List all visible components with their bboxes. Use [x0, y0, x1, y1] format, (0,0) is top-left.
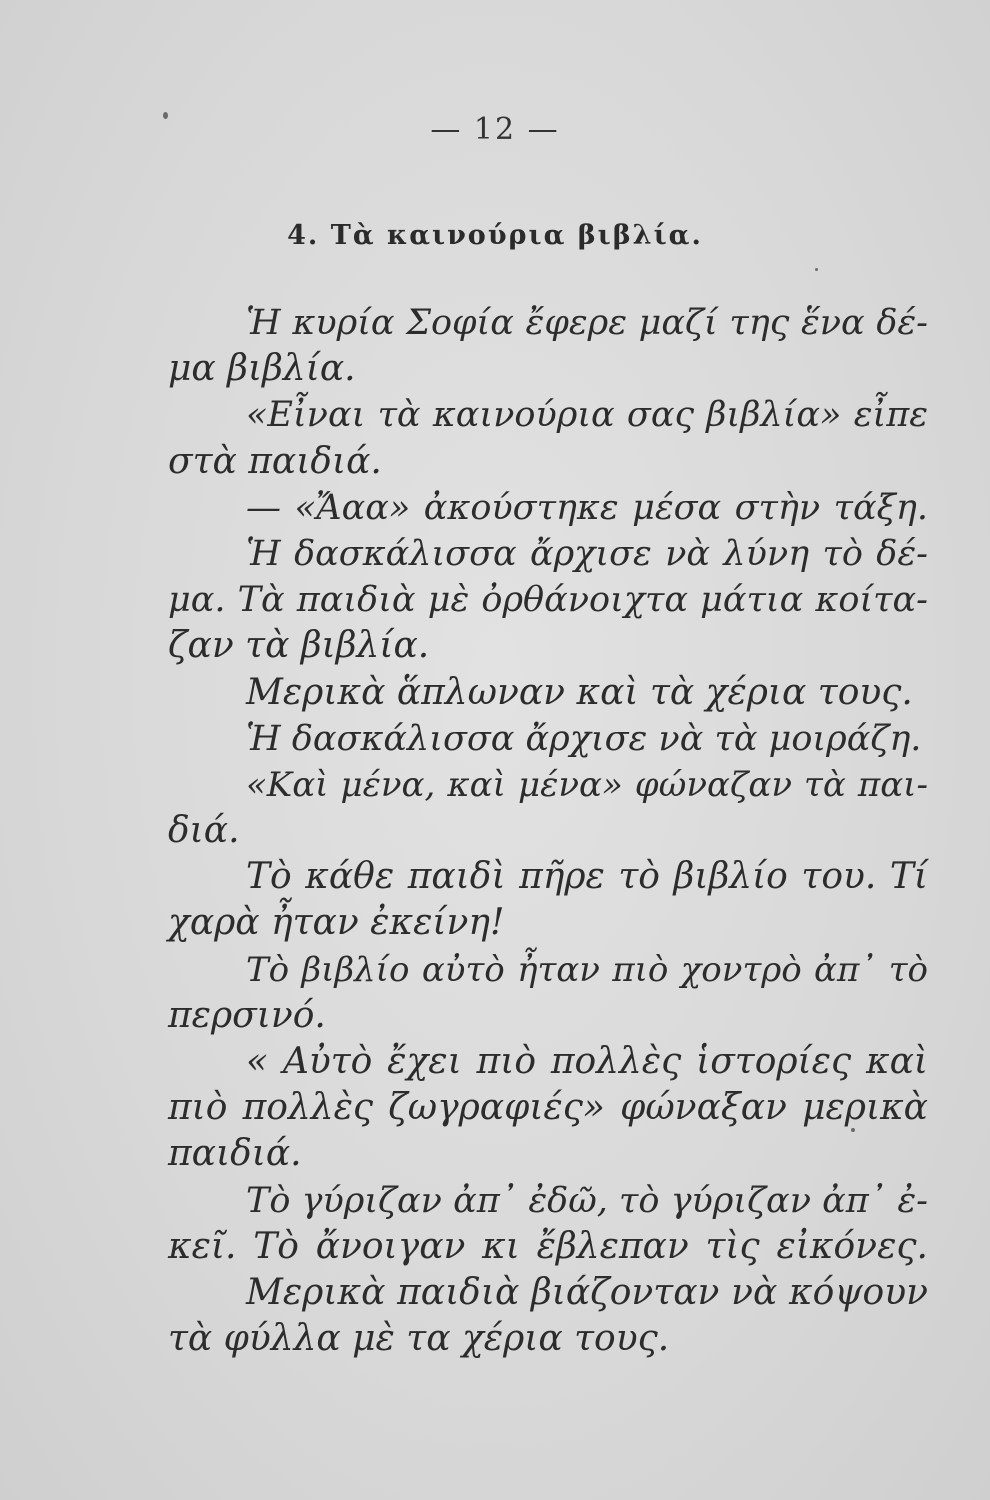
- page-number: — 12 —: [430, 112, 560, 147]
- text-line: Ἡ δασκάλισσα ἄρχισε νὰ τὰ μοιράζη.: [246, 718, 922, 759]
- text-line: διά.: [168, 810, 240, 852]
- text-line: περσινό.: [168, 994, 326, 1036]
- text-line: Μερικὰ ἅπλωναν καὶ τὰ χέρια τους.: [246, 671, 913, 713]
- text-line: τὰ φύλλα μὲ τα χέρια τους.: [168, 1318, 670, 1360]
- text-line: « Αὐτὸ ἔχει πιὸ πολλὲς ἱστορίες καὶ: [246, 1041, 928, 1082]
- paper-speck: [851, 1128, 855, 1132]
- text-line: πιὸ πολλὲς ζωγραφιές» φώναξαν μερικὰ: [168, 1087, 928, 1129]
- text-line: ζαν τὰ βιβλία.: [168, 625, 430, 667]
- text-line: μα. Τὰ παιδιὰ μὲ ὀρθάνοιχτα μάτια κοίτα-: [168, 580, 928, 621]
- text-line: κεῖ. Τὸ ἄνοιγαν κι ἔβλεπαν τὶς εἰκόνες.: [168, 1225, 928, 1267]
- text-line: χαρὰ ἦταν ἐκείνη!: [168, 902, 505, 944]
- text-line: — «Ἄαα» ἀκούστηκε μέσα στὴν τάξη.: [246, 487, 928, 528]
- text-line: παιδιά.: [168, 1133, 302, 1175]
- body-text: [168, 300, 928, 1362]
- text-line: στὰ παιδιά.: [168, 440, 382, 482]
- text-line: «Εἶναι τὰ καινούρια σας βιβλία» εἶπε: [246, 395, 928, 436]
- paper-speck: [815, 268, 818, 271]
- text-line: Ἡ κυρία Σοφία ἔφερε μαζί της ἕνα δέ-: [246, 303, 928, 343]
- text-line: «Καὶ μένα, καὶ μένα» φώναζαν τὰ παι-: [246, 764, 928, 805]
- paper-speck: [163, 112, 168, 119]
- text-line: Τὸ κάθε παιδὶ πῆρε τὸ βιβλίο του. Τί: [246, 856, 928, 898]
- chapter-title: 4. Τὰ καινούρια βιβλία.: [287, 220, 703, 251]
- text-line: Μερικὰ παιδιὰ βιάζονταν νὰ κόψουν: [246, 1271, 928, 1313]
- text-line: Τὸ βιβλίο αὐτὸ ἦταν πιὸ χοντρὸ ἀπ᾽ τὸ: [246, 949, 928, 990]
- text-line: μα βιβλία.: [168, 348, 356, 390]
- text-line: Ἡ δασκάλισσα ἄρχισε νὰ λύνη τὸ δέ-: [246, 533, 928, 574]
- text-line: Τὸ γύριζαν ἀπ᾽ ἐδῶ, τὸ γύριζαν ἀπ᾽ ἐ-: [246, 1180, 928, 1221]
